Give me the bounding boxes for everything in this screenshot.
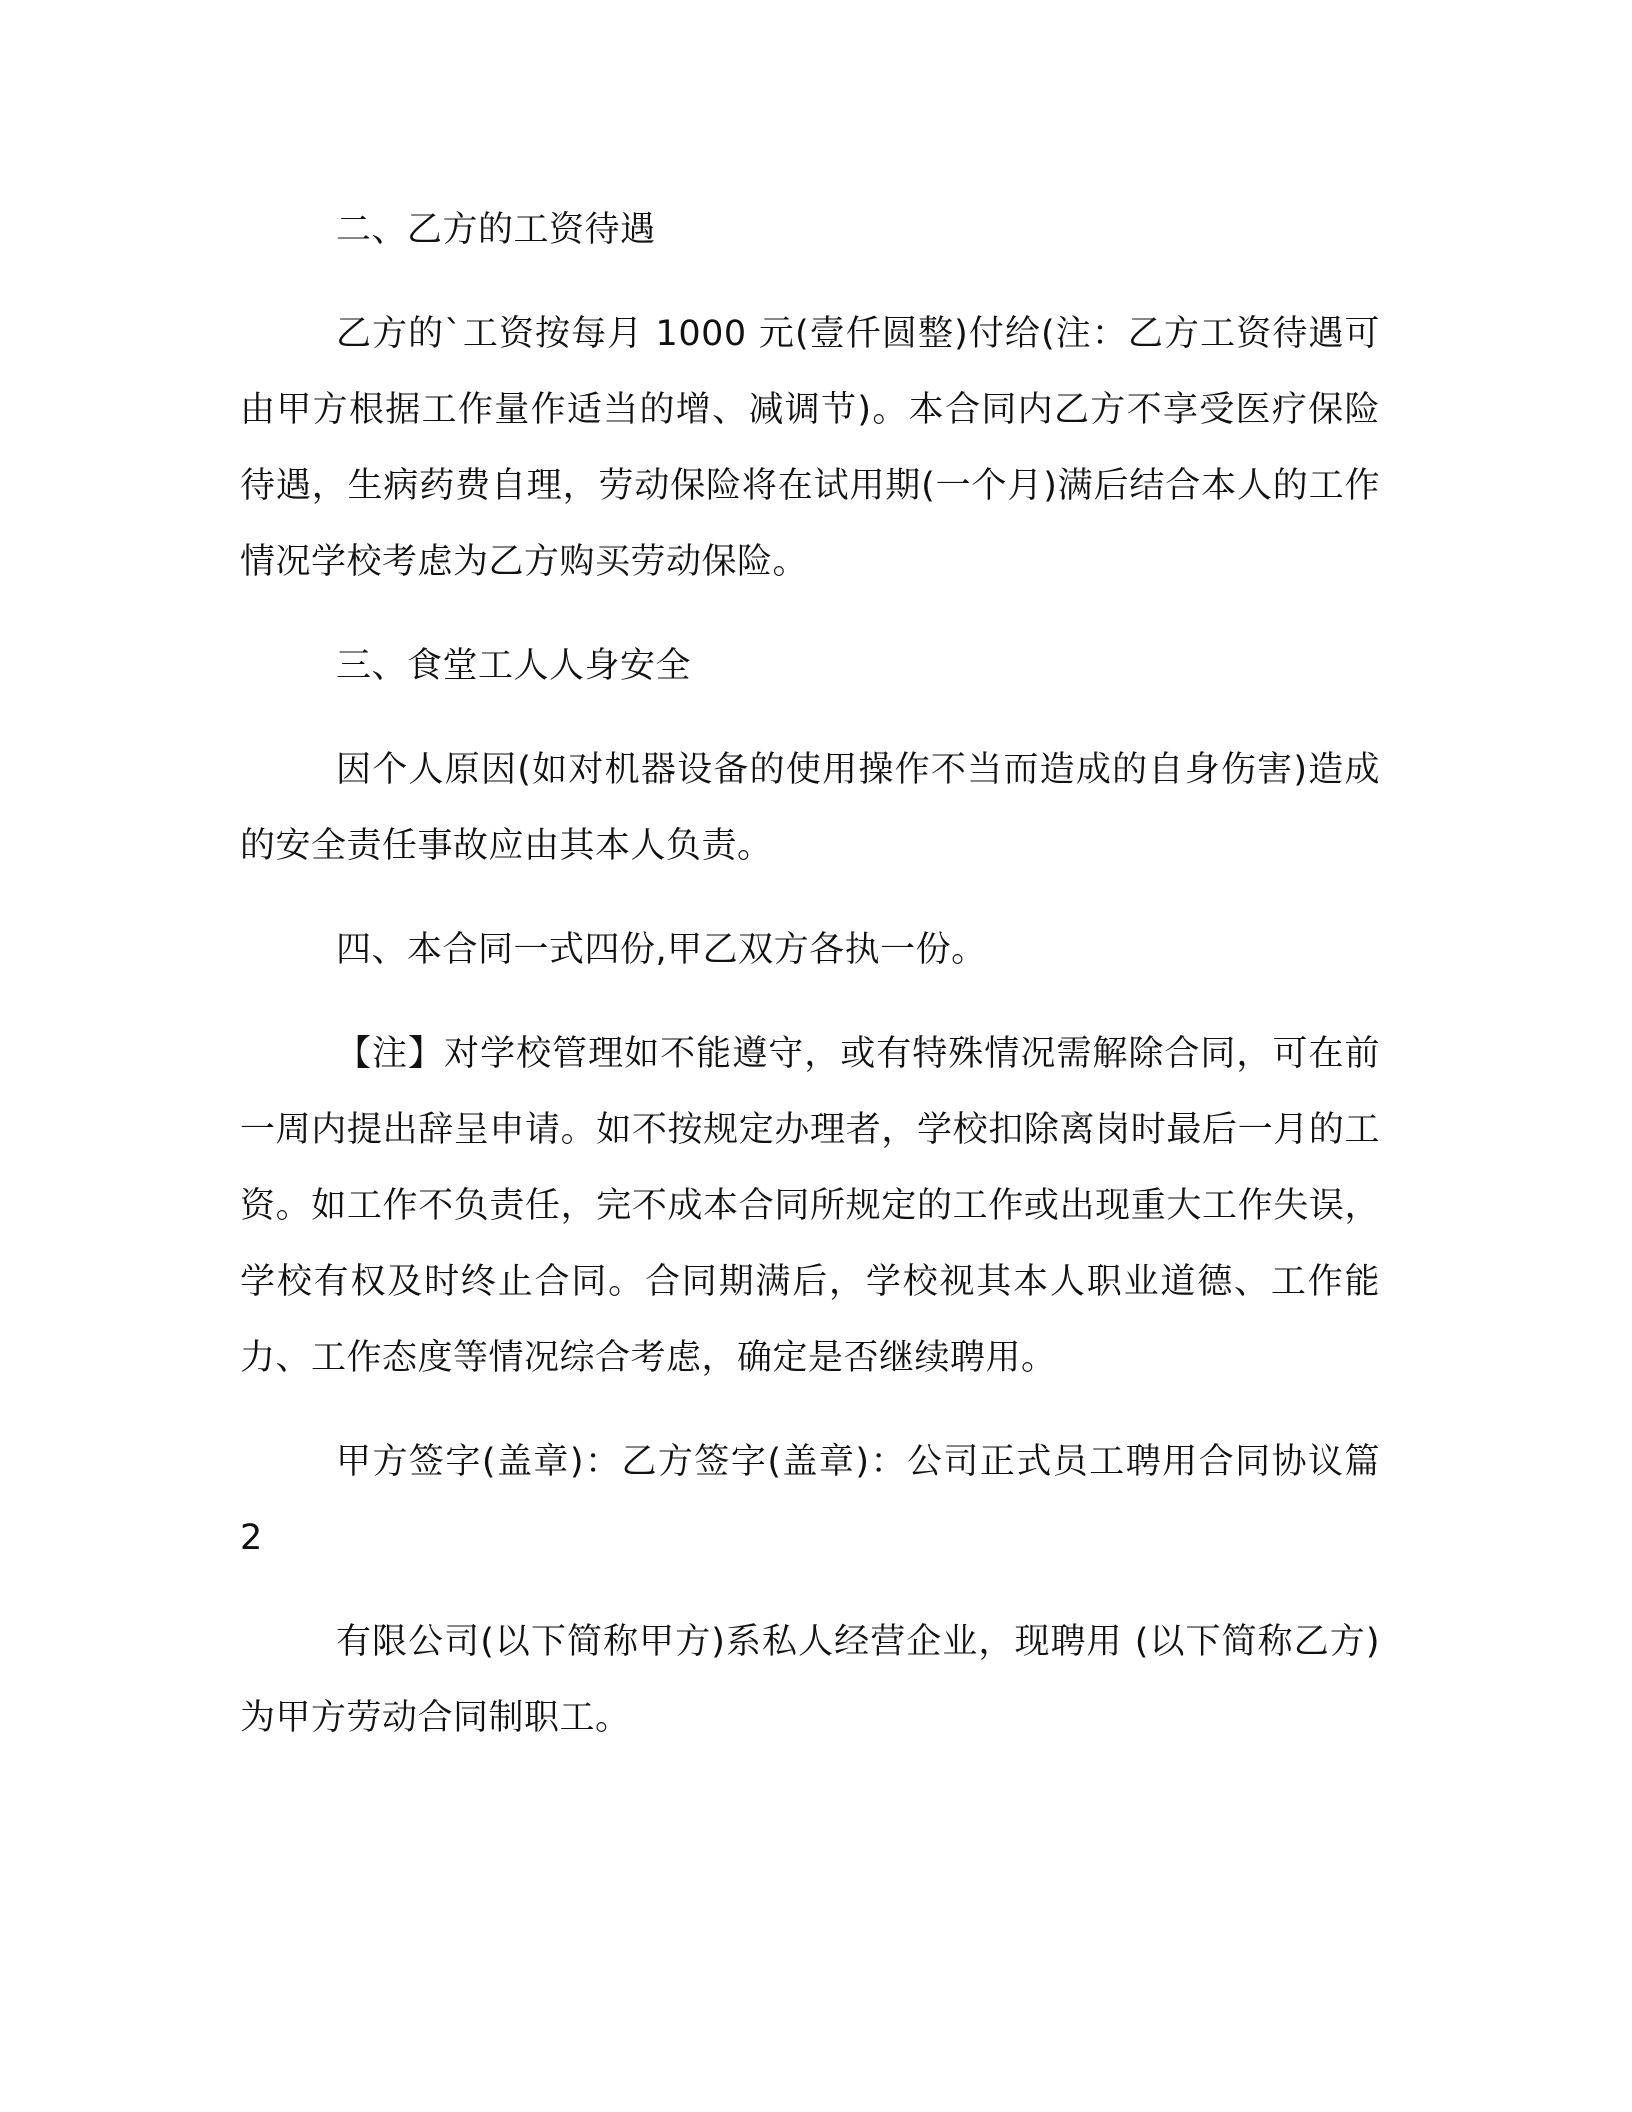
paragraph-signature: 甲方签字(盖章)：乙方签字(盖章)：公司正式员工聘用合同协议篇 2	[240, 1442, 1380, 1558]
paragraph-safety: 因个人原因(如对机器设备的使用操作不当而造成的自身伤害)造成的安全责任事故应由其本人负责。	[240, 750, 1380, 866]
document-body	[240, 192, 1380, 1784]
section-heading-safety: 三、食堂工人人身安全	[336, 646, 692, 686]
section-heading-copies: 四、本合同一式四份,甲乙双方各执一份。	[336, 930, 987, 970]
paragraph-note: 【注】对学校管理如不能遵守，或有特殊情况需解除合同，可在前一周内提出辞呈申请。如不按规定办理者，学校扣除离岗时最后一月的工资。如工作不负责任，完不成本合同所规定的工作或出现重大工作失误，学校有权及时终止合同。合同期满后，学校视其本人职业道德、工作能力、工作态度等情况综合考虑，确定是否继续聘用。	[240, 1034, 1380, 1378]
section-heading-wage: 二、乙方的工资待遇	[336, 210, 656, 250]
paragraph-wage: 乙方的`工资按每月 1000 元(壹仟圆整)付给(注：乙方工资待遇可由甲方根据工作量作适当的增、减调节)。本合同内乙方不享受医疗保险待遇，生病药费自理，劳动保险将在试用期(一个月)满后结合本人的工作情况学校考虑为乙方购买劳动保险。	[240, 314, 1380, 582]
paragraph-company: 有限公司(以下简称甲方)系私人经营企业，现聘用 (以下简称乙方)为甲方劳动合同制职工。	[240, 1622, 1380, 1738]
